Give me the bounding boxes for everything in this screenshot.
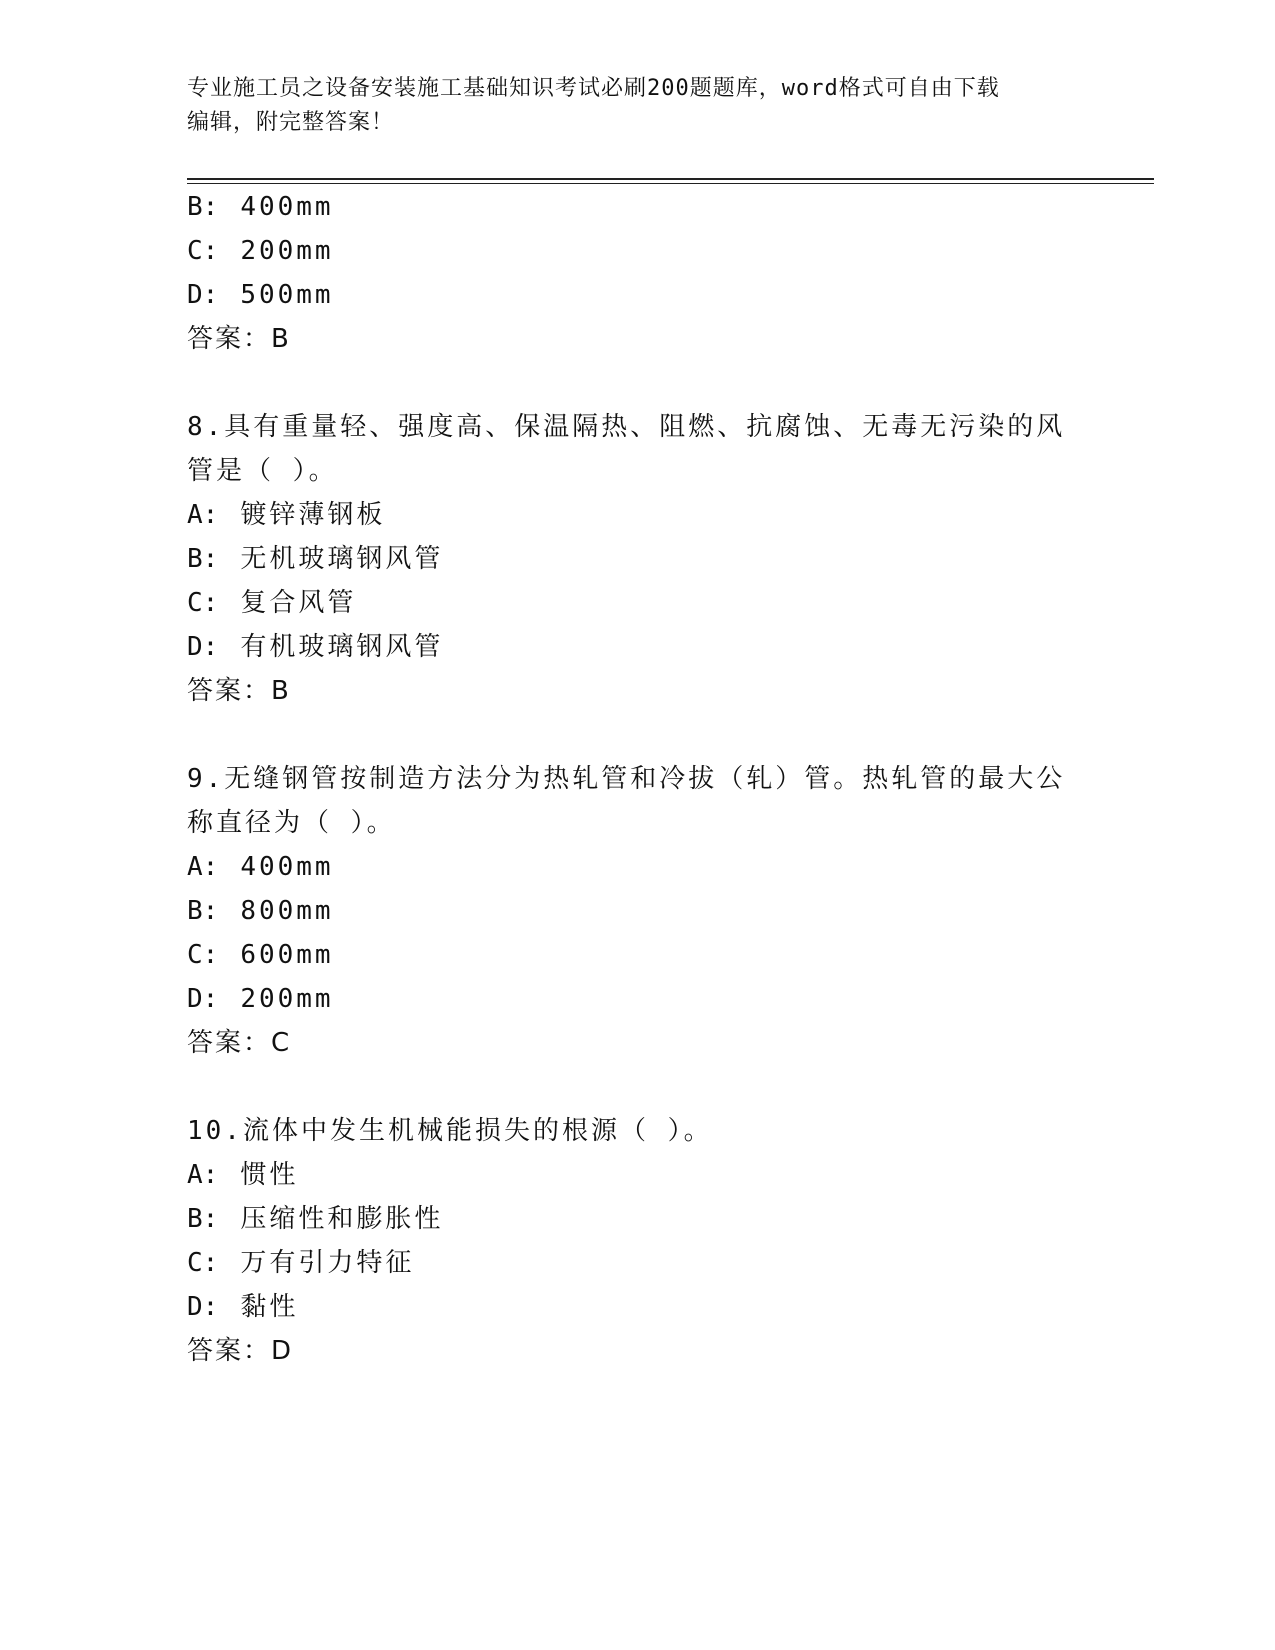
option-key: B: [187,192,219,222]
option-key: A: [187,1160,219,1190]
q8-stem-line-1: 8.具有重量轻、强度高、保温隔热、阻燃、抗腐蚀、无毒无污染的风 [187,412,1066,442]
option-text: 200mm [240,984,334,1014]
option-text: 400mm [240,192,334,222]
option-key: B: [187,544,219,574]
option-text: 惯性 [240,1160,299,1190]
header-title-line-2: 编辑，附完整答案！ [187,110,395,135]
q9-option-c [187,938,334,972]
option-text: 500mm [240,280,334,310]
q9-stem-line-2: 称直径为（ ）。 [187,808,396,838]
q8-option-a [187,498,385,532]
option-key: C: [187,588,219,618]
option-key: C: [187,940,219,970]
option-text: 镀锌薄钢板 [240,500,386,530]
q10-option-a [187,1158,298,1192]
option-key: C: [187,1248,219,1278]
option-text: 800mm [240,896,334,926]
q10-option-c [187,1246,414,1280]
q7-answer: 答案：B [187,324,291,354]
q8-stem-line-2: 管是（ ）。 [187,456,338,486]
document-header [187,72,1077,140]
option-key: B: [187,896,219,926]
q8-option-d [187,630,443,664]
option-key: A: [187,500,219,530]
q9-stem-line-1: 9.无缝钢管按制造方法分为热轧管和冷拔（轧）管。热轧管的最大公 [187,764,1066,794]
option-text: 无机玻璃钢风管 [240,544,444,574]
q10-answer: 答案：D [187,1336,294,1366]
option-key: D: [187,632,219,662]
q9-option-b [187,894,334,928]
option-text: 黏性 [240,1292,299,1322]
option-text: 压缩性和膨胀性 [240,1204,444,1234]
q8-option-b [187,542,443,576]
option-key: A: [187,852,219,882]
header-title-line-1: 专业施工员之设备安装施工基础知识考试必刷200题题库，word格式可自由下载 [187,76,1000,101]
q10-stem-line-1: 10.流体中发生机械能损失的根源（ ）。 [187,1116,713,1146]
q10-option-b [187,1202,443,1236]
option-text: 万有引力特征 [240,1248,415,1278]
option-text: 600mm [240,940,334,970]
q10-option-d [187,1290,298,1324]
q7-option-c [187,234,334,268]
q8-answer: 答案：B [187,676,291,706]
header-divider-thick [187,178,1154,180]
option-key: C: [187,236,219,266]
option-key: D: [187,984,219,1014]
option-text: 400mm [240,852,334,882]
q7-option-b [187,190,334,224]
option-text: 复合风管 [240,588,357,618]
option-text: 有机玻璃钢风管 [240,632,444,662]
option-key: B: [187,1204,219,1234]
header-divider-thin [187,183,1154,184]
option-text: 200mm [240,236,334,266]
option-key: D: [187,1292,219,1322]
q9-option-a [187,850,334,884]
q9-answer: 答案：C [187,1028,292,1058]
q7-option-d [187,278,334,312]
q8-option-c [187,586,356,620]
option-key: D: [187,280,219,310]
q9-option-d [187,982,334,1016]
